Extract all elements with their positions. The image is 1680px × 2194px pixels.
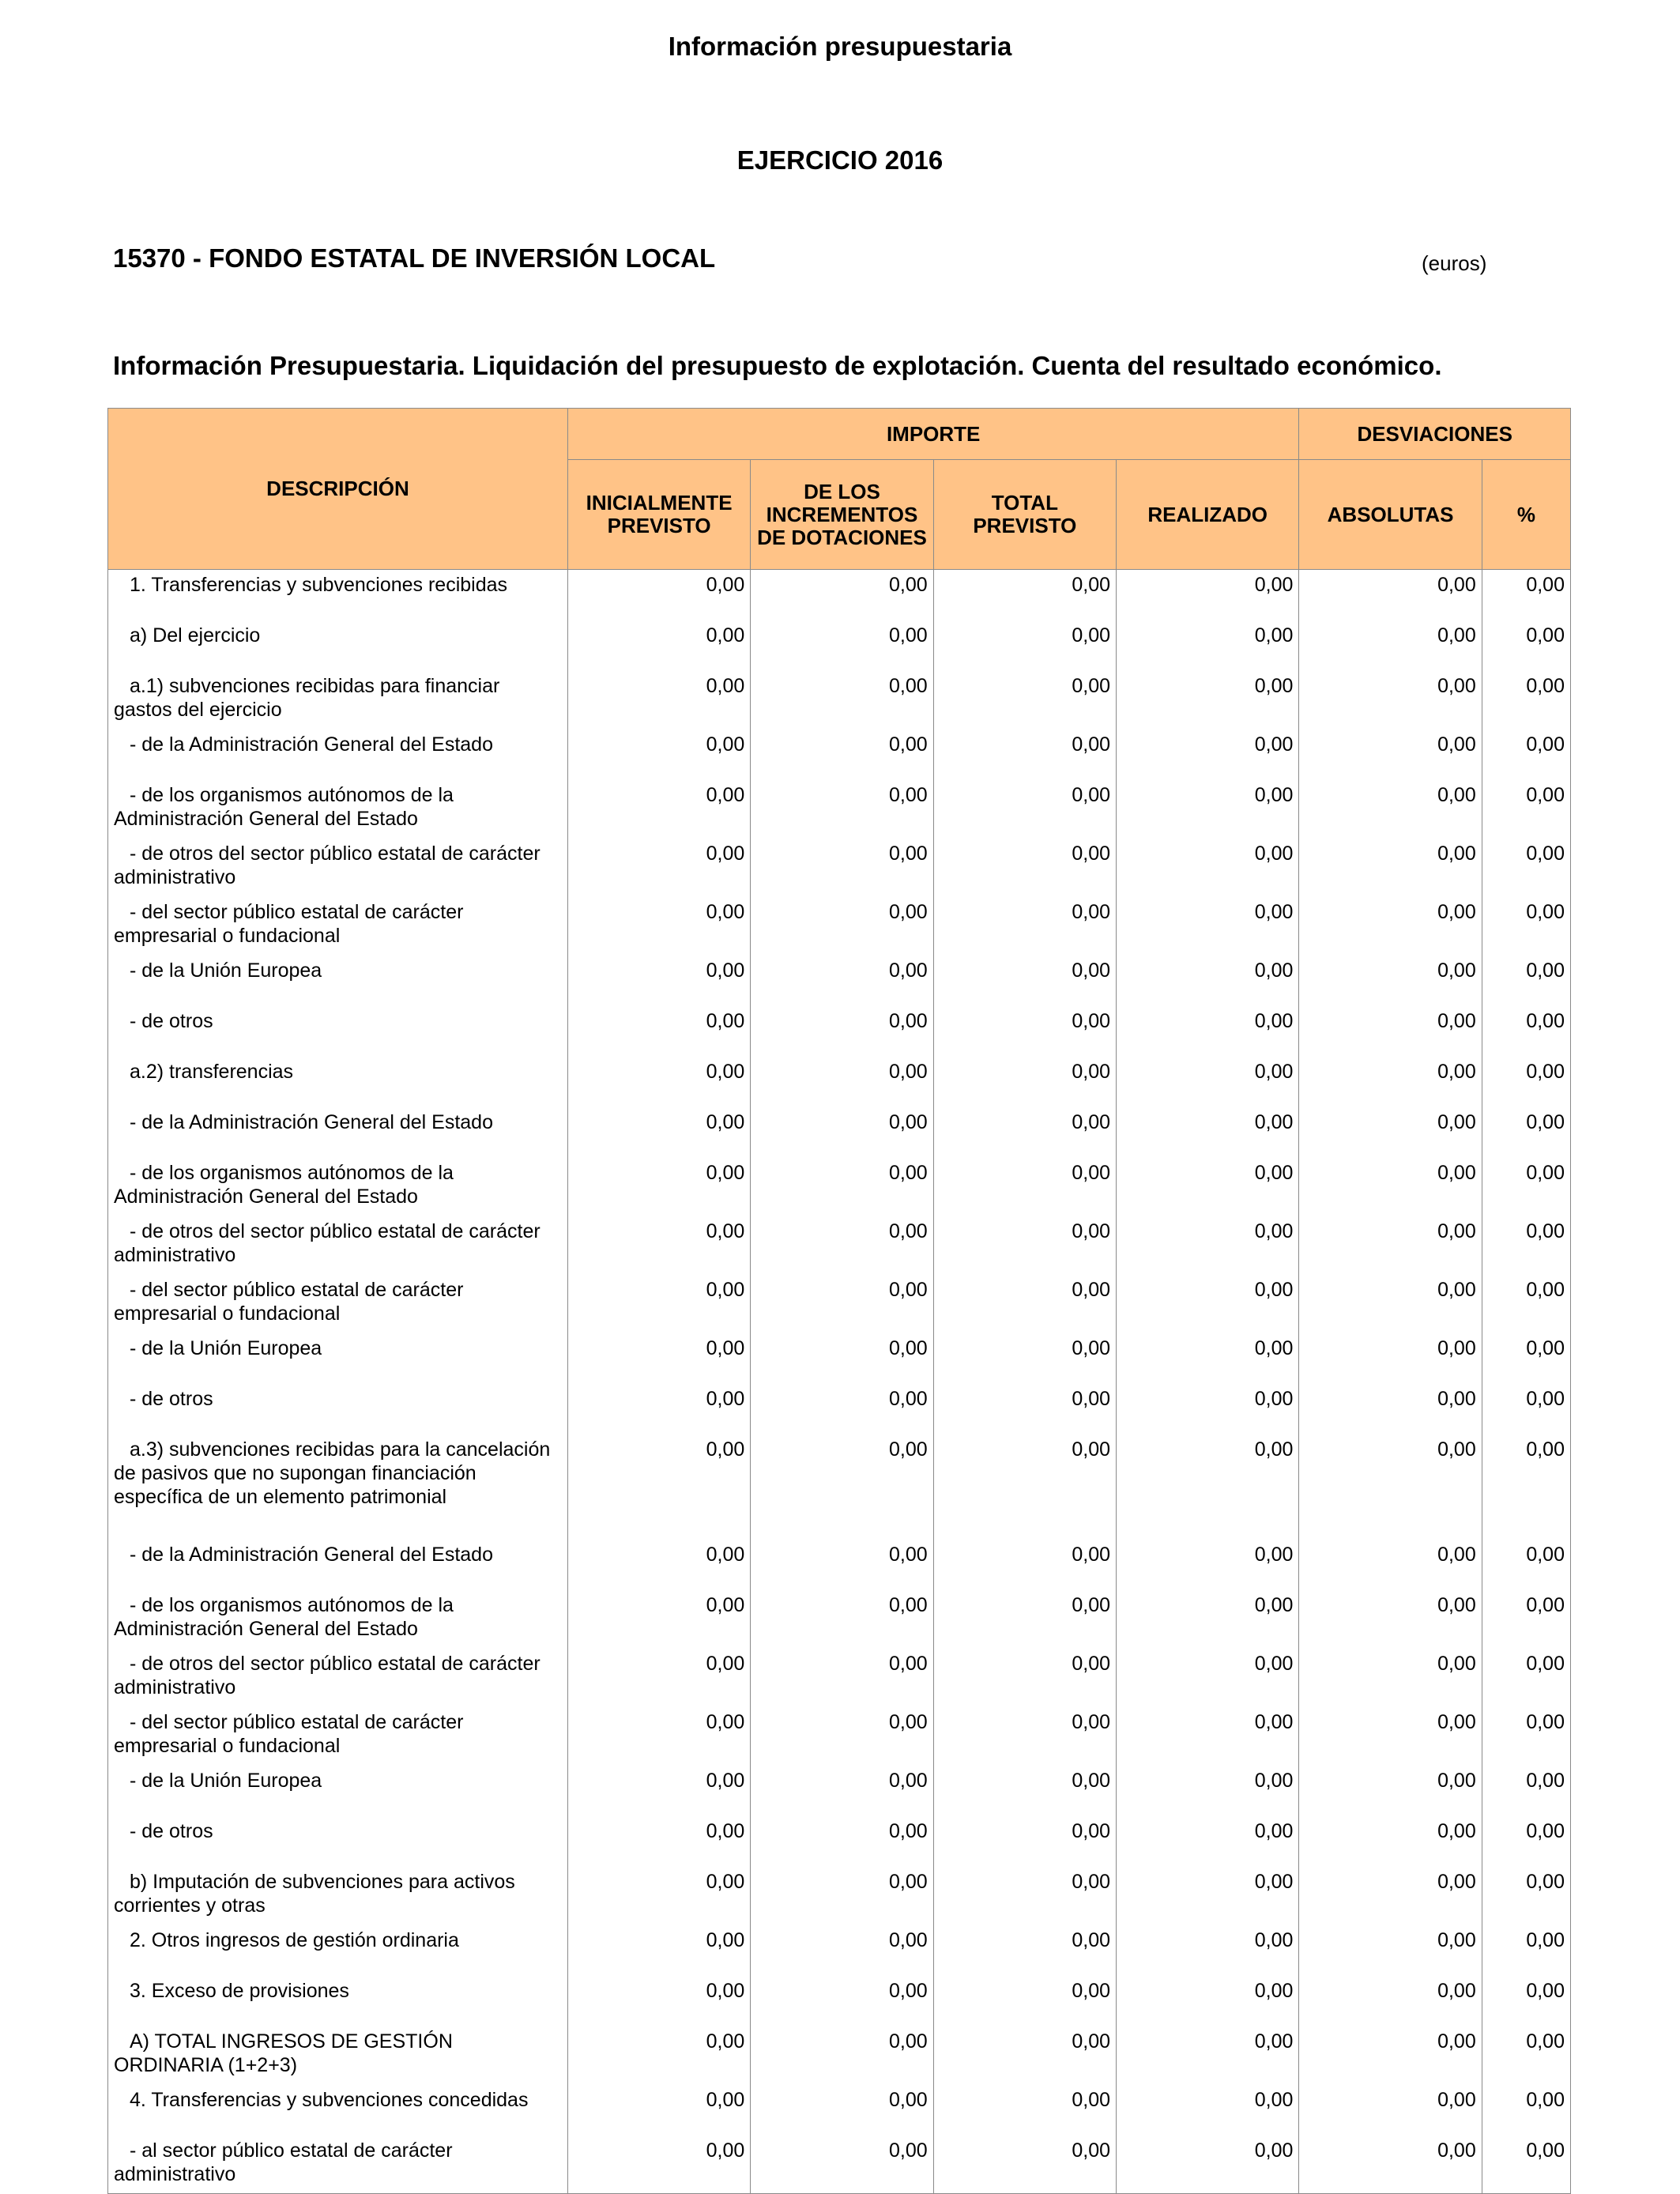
- row-description: [108, 1057, 568, 1107]
- cell-desviacion-porcentaje: 0,00: [1482, 1766, 1570, 1816]
- cell-desviacion-absoluta: 0,00: [1299, 1766, 1482, 1816]
- section-title: Información Presupuestaria. Liquidación del presupuesto de explotación. Cuenta del resultado económico.: [113, 351, 1442, 380]
- cell-inicialmente-previsto: 0,00: [567, 1216, 750, 1275]
- cell-inicialmente-previsto: 0,00: [567, 1925, 750, 1976]
- row-description: [108, 1540, 568, 1590]
- row-description: [108, 1434, 568, 1540]
- cell-incrementos-dotaciones: 0,00: [751, 1107, 933, 1158]
- row-description: [108, 1590, 568, 1649]
- table-row: [108, 1006, 1571, 1057]
- cell-realizado: 0,00: [1117, 1158, 1299, 1216]
- cell-realizado: 0,00: [1117, 1766, 1299, 1816]
- cell-realizado: 0,00: [1117, 1216, 1299, 1275]
- cell-total-previsto: 0,00: [933, 620, 1116, 671]
- row-description-text: b) Imputación de subvenciones para activos corrientes y otras: [114, 1870, 515, 1917]
- cell-desviacion-porcentaje: 0,00: [1482, 1925, 1570, 1976]
- cell-realizado: 0,00: [1117, 2085, 1299, 2136]
- cell-total-previsto: 0,00: [933, 1216, 1116, 1275]
- cell-realizado: 0,00: [1117, 1107, 1299, 1158]
- cell-total-previsto: 0,00: [933, 897, 1116, 956]
- row-description: [108, 1925, 568, 1976]
- cell-inicialmente-previsto: 0,00: [567, 2085, 750, 2136]
- row-description-text: - de la Administración General del Estado: [130, 1110, 493, 1133]
- table-row: [108, 570, 1571, 620]
- cell-inicialmente-previsto: 0,00: [567, 839, 750, 897]
- row-description: [108, 1649, 568, 1707]
- cell-incrementos-dotaciones: 0,00: [751, 1649, 933, 1707]
- table-row: [108, 1540, 1571, 1590]
- cell-desviacion-absoluta: 0,00: [1299, 620, 1482, 671]
- cell-inicialmente-previsto: 0,00: [567, 729, 750, 780]
- cell-incrementos-dotaciones: 0,00: [751, 839, 933, 897]
- row-description-text: a.1) subvenciones recibidas para financiar gastos del ejercicio: [114, 674, 500, 721]
- cell-inicialmente-previsto: 0,00: [567, 897, 750, 956]
- row-description: [108, 1384, 568, 1434]
- cell-desviacion-porcentaje: 0,00: [1482, 1707, 1570, 1766]
- budget-table-body: [108, 570, 1571, 2194]
- row-description-text: - del sector público estatal de carácter empresarial o fundacional: [114, 900, 464, 947]
- cell-inicialmente-previsto: 0,00: [567, 956, 750, 1006]
- row-description-text: - de otros: [130, 1009, 213, 1032]
- cell-inicialmente-previsto: 0,00: [567, 1649, 750, 1707]
- cell-total-previsto: 0,00: [933, 729, 1116, 780]
- cell-desviacion-porcentaje: 0,00: [1482, 1333, 1570, 1384]
- row-description: [108, 1006, 568, 1057]
- cell-desviacion-porcentaje: 0,00: [1482, 1006, 1570, 1057]
- cell-desviacion-absoluta: 0,00: [1299, 1057, 1482, 1107]
- cell-inicialmente-previsto: 0,00: [567, 1158, 750, 1216]
- cell-realizado: 0,00: [1117, 570, 1299, 620]
- cell-desviacion-absoluta: 0,00: [1299, 2026, 1482, 2085]
- cell-incrementos-dotaciones: 0,00: [751, 1006, 933, 1057]
- cell-inicialmente-previsto: 0,00: [567, 1976, 750, 2026]
- cell-incrementos-dotaciones: 0,00: [751, 2085, 933, 2136]
- row-description: [108, 1867, 568, 1925]
- row-description: [108, 570, 568, 620]
- page-title: Información presupuestaria: [668, 32, 1012, 61]
- cell-total-previsto: 0,00: [933, 780, 1116, 839]
- cell-realizado: 0,00: [1117, 956, 1299, 1006]
- cell-total-previsto: 0,00: [933, 1006, 1116, 1057]
- cell-desviacion-absoluta: 0,00: [1299, 1707, 1482, 1766]
- cell-realizado: 0,00: [1117, 1816, 1299, 1867]
- row-description-text: 4. Transferencias y subvenciones concedidas: [130, 2088, 529, 2111]
- fiscal-year-heading: EJERCICIO 2016: [736, 145, 944, 175]
- row-description-text: - al sector público estatal de carácter administrativo: [114, 2139, 453, 2185]
- header-total-previsto: TOTAL PREVISTO: [933, 460, 1116, 570]
- cell-desviacion-absoluta: 0,00: [1299, 1006, 1482, 1057]
- cell-desviacion-absoluta: 0,00: [1299, 729, 1482, 780]
- cell-incrementos-dotaciones: 0,00: [751, 1434, 933, 1540]
- row-description-text: - de otros del sector público estatal de carácter administrativo: [114, 1652, 541, 1698]
- header-realizado: REALIZADO: [1117, 460, 1299, 570]
- cell-total-previsto: 0,00: [933, 2026, 1116, 2085]
- row-description-text: - de la Unión Europea: [130, 1336, 322, 1359]
- cell-realizado: 0,00: [1117, 1434, 1299, 1540]
- cell-desviacion-absoluta: 0,00: [1299, 1434, 1482, 1540]
- cell-inicialmente-previsto: 0,00: [567, 1275, 750, 1333]
- cell-incrementos-dotaciones: 0,00: [751, 956, 933, 1006]
- cell-incrementos-dotaciones: 0,00: [751, 1057, 933, 1107]
- cell-incrementos-dotaciones: 0,00: [751, 2136, 933, 2194]
- cell-incrementos-dotaciones: 0,00: [751, 1976, 933, 2026]
- row-description-text: - del sector público estatal de carácter empresarial o fundacional: [114, 1278, 464, 1325]
- cell-desviacion-absoluta: 0,00: [1299, 1333, 1482, 1384]
- row-description-text: 3. Exceso de provisiones: [130, 1979, 349, 2002]
- cell-realizado: 0,00: [1117, 1867, 1299, 1925]
- cell-desviacion-porcentaje: 0,00: [1482, 956, 1570, 1006]
- cell-incrementos-dotaciones: 0,00: [751, 729, 933, 780]
- header-inicialmente-previsto: INICIALMENTE PREVISTO: [567, 460, 750, 570]
- row-description: [108, 1158, 568, 1216]
- table-row: [108, 1707, 1571, 1766]
- cell-realizado: 0,00: [1117, 1540, 1299, 1590]
- row-description-text: - de los organismos autónomos de la Administración General del Estado: [114, 1593, 454, 1640]
- cell-incrementos-dotaciones: 0,00: [751, 1925, 933, 1976]
- cell-desviacion-absoluta: 0,00: [1299, 2136, 1482, 2194]
- cell-desviacion-absoluta: 0,00: [1299, 1976, 1482, 2026]
- cell-desviacion-absoluta: 0,00: [1299, 1590, 1482, 1649]
- cell-total-previsto: 0,00: [933, 1976, 1116, 2026]
- table-row: [108, 729, 1571, 780]
- cell-incrementos-dotaciones: 0,00: [751, 671, 933, 729]
- cell-desviacion-porcentaje: 0,00: [1482, 1158, 1570, 1216]
- cell-realizado: 0,00: [1117, 1333, 1299, 1384]
- cell-desviacion-absoluta: 0,00: [1299, 1216, 1482, 1275]
- row-description-text: - de los organismos autónomos de la Administración General del Estado: [114, 1161, 454, 1208]
- row-description: [108, 956, 568, 1006]
- row-description: [108, 1766, 568, 1816]
- row-description: [108, 671, 568, 729]
- row-description: [108, 1816, 568, 1867]
- row-description-text: - de los organismos autónomos de la Administración General del Estado: [114, 783, 454, 830]
- units-label: (euros): [1422, 251, 1487, 275]
- cell-desviacion-absoluta: 0,00: [1299, 1867, 1482, 1925]
- table-row: [108, 1816, 1571, 1867]
- cell-desviacion-absoluta: 0,00: [1299, 1384, 1482, 1434]
- budget-table: [107, 408, 1571, 2194]
- cell-inicialmente-previsto: 0,00: [567, 1434, 750, 1540]
- row-description-text: - de otros del sector público estatal de carácter administrativo: [114, 1220, 541, 1266]
- cell-realizado: 0,00: [1117, 780, 1299, 839]
- header-porcentaje: %: [1482, 460, 1570, 570]
- cell-desviacion-porcentaje: 0,00: [1482, 1867, 1570, 1925]
- cell-realizado: 0,00: [1117, 1057, 1299, 1107]
- cell-desviacion-porcentaje: 0,00: [1482, 1816, 1570, 1867]
- cell-total-previsto: 0,00: [933, 1649, 1116, 1707]
- cell-realizado: 0,00: [1117, 1006, 1299, 1057]
- table-row: [108, 1158, 1571, 1216]
- table-row: [108, 671, 1571, 729]
- row-description: [108, 1275, 568, 1333]
- table-row: [108, 1275, 1571, 1333]
- cell-desviacion-absoluta: 0,00: [1299, 1158, 1482, 1216]
- table-row: [108, 1107, 1571, 1158]
- table-row: [108, 2026, 1571, 2085]
- row-description-text: A) TOTAL INGRESOS DE GESTIÓN ORDINARIA (1+2+3): [114, 2030, 453, 2076]
- table-row: [108, 1057, 1571, 1107]
- table-row: [108, 1976, 1571, 2026]
- row-description-text: a.2) transferencias: [130, 1060, 294, 1083]
- cell-realizado: 0,00: [1117, 1275, 1299, 1333]
- cell-desviacion-absoluta: 0,00: [1299, 897, 1482, 956]
- cell-realizado: 0,00: [1117, 1976, 1299, 2026]
- cell-total-previsto: 0,00: [933, 570, 1116, 620]
- cell-total-previsto: 0,00: [933, 1867, 1116, 1925]
- cell-total-previsto: 0,00: [933, 2085, 1116, 2136]
- cell-desviacion-porcentaje: 0,00: [1482, 1216, 1570, 1275]
- table-row: [108, 620, 1571, 671]
- cell-inicialmente-previsto: 0,00: [567, 1107, 750, 1158]
- cell-total-previsto: 0,00: [933, 1384, 1116, 1434]
- cell-total-previsto: 0,00: [933, 956, 1116, 1006]
- cell-total-previsto: 0,00: [933, 1816, 1116, 1867]
- cell-inicialmente-previsto: 0,00: [567, 1766, 750, 1816]
- cell-inicialmente-previsto: 0,00: [567, 780, 750, 839]
- table-row: [108, 956, 1571, 1006]
- table-row: [108, 2085, 1571, 2136]
- cell-total-previsto: 0,00: [933, 1925, 1116, 1976]
- table-row: [108, 1216, 1571, 1275]
- cell-desviacion-porcentaje: 0,00: [1482, 1275, 1570, 1333]
- table-row: [108, 1590, 1571, 1649]
- table-row: [108, 1925, 1571, 1976]
- cell-desviacion-porcentaje: 0,00: [1482, 2026, 1570, 2085]
- row-description: [108, 2085, 568, 2136]
- cell-inicialmente-previsto: 0,00: [567, 1707, 750, 1766]
- cell-desviacion-absoluta: 0,00: [1299, 839, 1482, 897]
- cell-incrementos-dotaciones: 0,00: [751, 1540, 933, 1590]
- cell-realizado: 0,00: [1117, 897, 1299, 956]
- header-descripcion: DESCRIPCIÓN: [108, 409, 568, 570]
- cell-total-previsto: 0,00: [933, 1434, 1116, 1540]
- cell-desviacion-absoluta: 0,00: [1299, 2085, 1482, 2136]
- cell-incrementos-dotaciones: 0,00: [751, 1707, 933, 1766]
- cell-desviacion-absoluta: 0,00: [1299, 1925, 1482, 1976]
- cell-inicialmente-previsto: 0,00: [567, 1006, 750, 1057]
- cell-inicialmente-previsto: 0,00: [567, 2026, 750, 2085]
- cell-incrementos-dotaciones: 0,00: [751, 780, 933, 839]
- cell-desviacion-porcentaje: 0,00: [1482, 1976, 1570, 2026]
- cell-desviacion-porcentaje: 0,00: [1482, 1057, 1570, 1107]
- cell-incrementos-dotaciones: 0,00: [751, 1275, 933, 1333]
- cell-total-previsto: 0,00: [933, 1057, 1116, 1107]
- cell-desviacion-porcentaje: 0,00: [1482, 1649, 1570, 1707]
- row-description-text: - de la Administración General del Estado: [130, 1543, 493, 1566]
- cell-incrementos-dotaciones: 0,00: [751, 1867, 933, 1925]
- cell-realizado: 0,00: [1117, 1649, 1299, 1707]
- table-row: [108, 1384, 1571, 1434]
- cell-desviacion-porcentaje: 0,00: [1482, 671, 1570, 729]
- row-description: [108, 620, 568, 671]
- row-description-text: a) Del ejercicio: [130, 624, 261, 647]
- header-group-desviaciones: DESVIACIONES: [1299, 409, 1571, 460]
- cell-inicialmente-previsto: 0,00: [567, 1384, 750, 1434]
- cell-inicialmente-previsto: 0,00: [567, 1057, 750, 1107]
- row-description-text: - de otros del sector público estatal de carácter administrativo: [114, 842, 541, 888]
- cell-desviacion-absoluta: 0,00: [1299, 956, 1482, 1006]
- row-description-text: 2. Otros ingresos de gestión ordinaria: [130, 1928, 459, 1951]
- cell-desviacion-porcentaje: 0,00: [1482, 2085, 1570, 2136]
- cell-incrementos-dotaciones: 0,00: [751, 1384, 933, 1434]
- cell-inicialmente-previsto: 0,00: [567, 1867, 750, 1925]
- cell-desviacion-porcentaje: 0,00: [1482, 780, 1570, 839]
- cell-realizado: 0,00: [1117, 2026, 1299, 2085]
- table-row: [108, 1766, 1571, 1816]
- cell-realizado: 0,00: [1117, 620, 1299, 671]
- cell-desviacion-absoluta: 0,00: [1299, 1540, 1482, 1590]
- cell-realizado: 0,00: [1117, 1707, 1299, 1766]
- cell-total-previsto: 0,00: [933, 671, 1116, 729]
- table-row: [108, 1649, 1571, 1707]
- cell-incrementos-dotaciones: 0,00: [751, 620, 933, 671]
- cell-realizado: 0,00: [1117, 671, 1299, 729]
- cell-desviacion-porcentaje: 0,00: [1482, 2136, 1570, 2194]
- cell-total-previsto: 0,00: [933, 1333, 1116, 1384]
- cell-total-previsto: 0,00: [933, 1707, 1116, 1766]
- cell-realizado: 0,00: [1117, 1590, 1299, 1649]
- cell-total-previsto: 0,00: [933, 1107, 1116, 1158]
- cell-inicialmente-previsto: 0,00: [567, 671, 750, 729]
- cell-inicialmente-previsto: 0,00: [567, 1816, 750, 1867]
- cell-desviacion-absoluta: 0,00: [1299, 1107, 1482, 1158]
- table-row: [108, 839, 1571, 897]
- table-row: [108, 1867, 1571, 1925]
- cell-desviacion-porcentaje: 0,00: [1482, 1434, 1570, 1540]
- row-description: [108, 780, 568, 839]
- cell-realizado: 0,00: [1117, 839, 1299, 897]
- row-description-text: - de otros: [130, 1387, 213, 1410]
- table-row: [108, 780, 1571, 839]
- row-description-text: - de otros: [130, 1819, 213, 1842]
- row-description-text: - de la Administración General del Estado: [130, 733, 493, 756]
- table-row: [108, 1333, 1571, 1384]
- cell-total-previsto: 0,00: [933, 1540, 1116, 1590]
- cell-total-previsto: 0,00: [933, 1158, 1116, 1216]
- cell-total-previsto: 0,00: [933, 1590, 1116, 1649]
- cell-desviacion-porcentaje: 0,00: [1482, 1107, 1570, 1158]
- table-row: [108, 2136, 1571, 2194]
- cell-inicialmente-previsto: 0,00: [567, 620, 750, 671]
- cell-incrementos-dotaciones: 0,00: [751, 1158, 933, 1216]
- cell-inicialmente-previsto: 0,00: [567, 1590, 750, 1649]
- cell-inicialmente-previsto: 0,00: [567, 570, 750, 620]
- cell-desviacion-porcentaje: 0,00: [1482, 729, 1570, 780]
- cell-realizado: 0,00: [1117, 729, 1299, 780]
- cell-incrementos-dotaciones: 0,00: [751, 2026, 933, 2085]
- cell-desviacion-porcentaje: 0,00: [1482, 570, 1570, 620]
- cell-inicialmente-previsto: 0,00: [567, 1540, 750, 1590]
- cell-desviacion-porcentaje: 0,00: [1482, 1540, 1570, 1590]
- cell-incrementos-dotaciones: 0,00: [751, 1216, 933, 1275]
- cell-realizado: 0,00: [1117, 2136, 1299, 2194]
- row-description-text: - de la Unión Europea: [130, 959, 322, 982]
- table-row: [108, 1434, 1571, 1540]
- cell-total-previsto: 0,00: [933, 2136, 1116, 2194]
- cell-realizado: 0,00: [1117, 1384, 1299, 1434]
- row-description: [108, 1216, 568, 1275]
- cell-desviacion-porcentaje: 0,00: [1482, 839, 1570, 897]
- cell-incrementos-dotaciones: 0,00: [751, 897, 933, 956]
- cell-desviacion-porcentaje: 0,00: [1482, 897, 1570, 956]
- cell-total-previsto: 0,00: [933, 1275, 1116, 1333]
- cell-inicialmente-previsto: 0,00: [567, 2136, 750, 2194]
- cell-incrementos-dotaciones: 0,00: [751, 1766, 933, 1816]
- row-description: [108, 1707, 568, 1766]
- row-description: [108, 897, 568, 956]
- row-description: [108, 1333, 568, 1384]
- cell-incrementos-dotaciones: 0,00: [751, 1333, 933, 1384]
- row-description: [108, 1976, 568, 2026]
- row-description-text: 1. Transferencias y subvenciones recibidas: [130, 574, 508, 596]
- row-description: [108, 839, 568, 897]
- cell-desviacion-absoluta: 0,00: [1299, 1275, 1482, 1333]
- entity-heading: 15370 - FONDO ESTATAL DE INVERSIÓN LOCAL: [113, 243, 716, 273]
- cell-desviacion-absoluta: 0,00: [1299, 671, 1482, 729]
- cell-incrementos-dotaciones: 0,00: [751, 570, 933, 620]
- cell-total-previsto: 0,00: [933, 1766, 1116, 1816]
- row-description-text: - del sector público estatal de carácter empresarial o fundacional: [114, 1710, 464, 1757]
- cell-inicialmente-previsto: 0,00: [567, 1333, 750, 1384]
- cell-desviacion-porcentaje: 0,00: [1482, 620, 1570, 671]
- cell-incrementos-dotaciones: 0,00: [751, 1590, 933, 1649]
- cell-realizado: 0,00: [1117, 1925, 1299, 1976]
- header-absolutas: ABSOLUTAS: [1299, 460, 1482, 570]
- row-description-text: a.3) subvenciones recibidas para la cancelación de pasivos que no supongan financiación específica de un elemento patrimonial: [114, 1438, 551, 1508]
- row-description: [108, 729, 568, 780]
- cell-desviacion-absoluta: 0,00: [1299, 780, 1482, 839]
- header-group-importe: IMPORTE: [567, 409, 1298, 460]
- cell-desviacion-absoluta: 0,00: [1299, 570, 1482, 620]
- row-description-text: - de la Unión Europea: [130, 1769, 322, 1792]
- header-incrementos-dotaciones: DE LOS INCREMENTOS DE DOTACIONES: [751, 460, 933, 570]
- cell-desviacion-porcentaje: 0,00: [1482, 1384, 1570, 1434]
- cell-desviacion-absoluta: 0,00: [1299, 1649, 1482, 1707]
- table-row: [108, 897, 1571, 956]
- row-description: [108, 2026, 568, 2085]
- cell-total-previsto: 0,00: [933, 839, 1116, 897]
- cell-desviacion-absoluta: 0,00: [1299, 1816, 1482, 1867]
- cell-desviacion-porcentaje: 0,00: [1482, 1590, 1570, 1649]
- row-description: [108, 1107, 568, 1158]
- row-description: [108, 2136, 568, 2194]
- cell-incrementos-dotaciones: 0,00: [751, 1816, 933, 1867]
